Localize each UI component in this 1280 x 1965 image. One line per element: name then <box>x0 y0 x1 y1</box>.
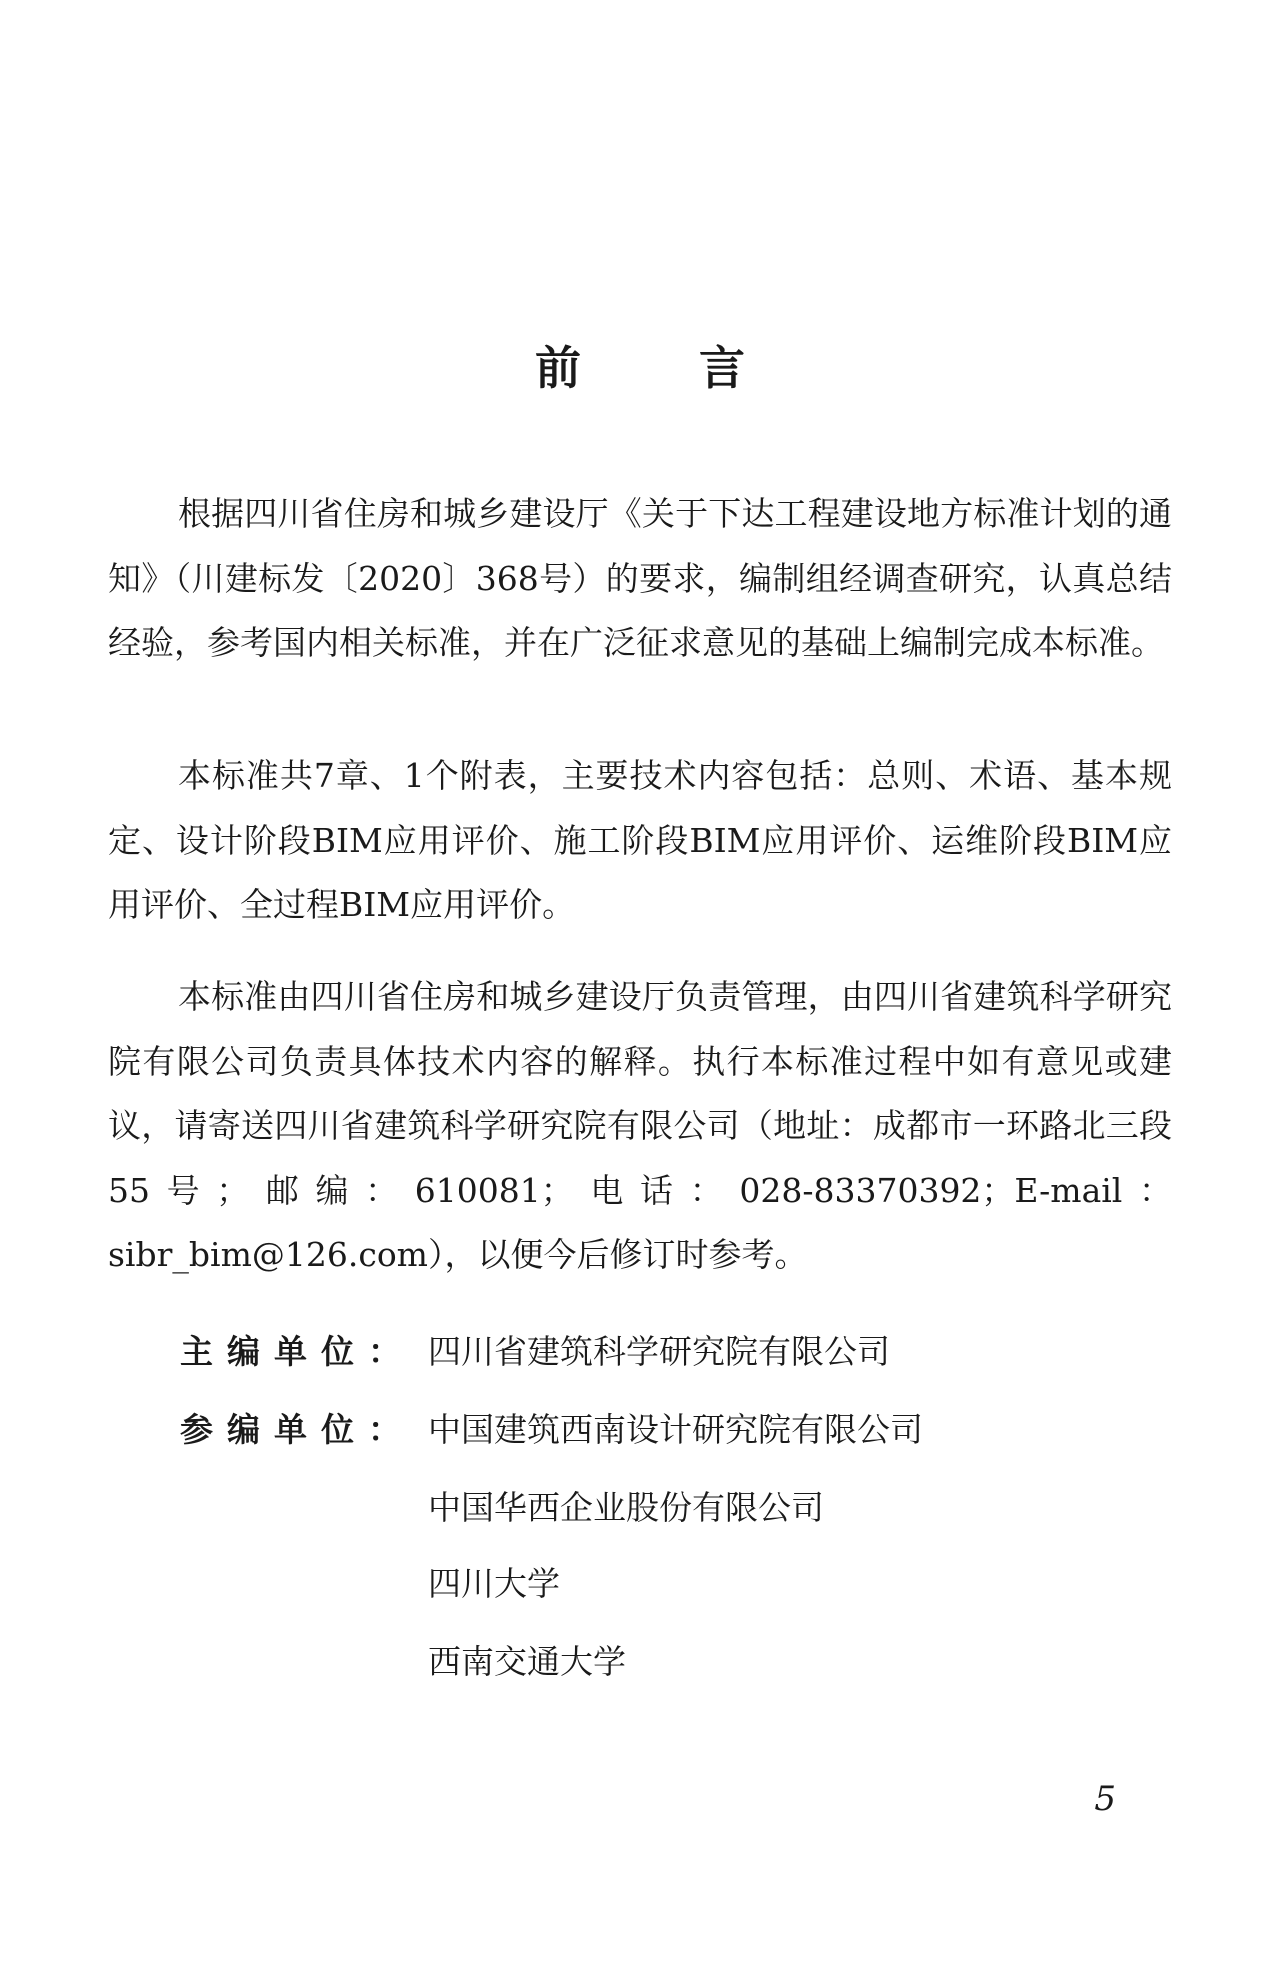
chief-editor-row <box>180 1330 890 1374</box>
chief-editor-label: 主编单位： <box>180 1332 415 1371</box>
participating-row <box>180 1640 626 1684</box>
paragraph-management: 本标准由四川省住房和城乡建设厅负责管理，由四川省建筑科学研究院有限公司负责具体技术内容的解释。执行本标准过程中如有意见或建议，请寄送四川省建筑科学研究院有限公司（地址：成都市一环路北三段55号；邮编：610081；电话：028-83370392；E-mail：sibr_bim@126.com），以便今后修订时参考。 <box>108 977 1172 1274</box>
participating-unit: 四川大学 <box>428 1564 560 1603</box>
participating-row <box>180 1486 824 1530</box>
participating-row <box>180 1562 560 1606</box>
paragraph-basis: 根据四川省住房和城乡建设厅《关于下达工程建设地方标准计划的通知》（川建标发〔2020〕368号）的要求，编制组经调查研究，认真总结经验，参考国内相关标准，并在广泛征求意见的基础上编制完成本标准。 <box>108 494 1172 662</box>
page-title: 前 言 <box>535 341 781 395</box>
chief-editor-unit: 四川省建筑科学研究院有限公司 <box>428 1332 890 1371</box>
page-number: 5 <box>1094 1779 1116 1819</box>
participating-unit: 中国华西企业股份有限公司 <box>428 1488 824 1527</box>
participating-label: 参编单位： <box>180 1410 415 1449</box>
participating-unit: 中国建筑西南设计研究院有限公司 <box>428 1410 923 1449</box>
participating-unit: 西南交通大学 <box>428 1642 626 1681</box>
paragraph-contents: 本标准共7章、1个附表，主要技术内容包括：总则、术语、基本规定、设计阶段BIM应用评价、施工阶段BIM应用评价、运维阶段BIM应用评价、全过程BIM应用评价。 <box>108 756 1172 924</box>
participating-row <box>180 1408 923 1452</box>
